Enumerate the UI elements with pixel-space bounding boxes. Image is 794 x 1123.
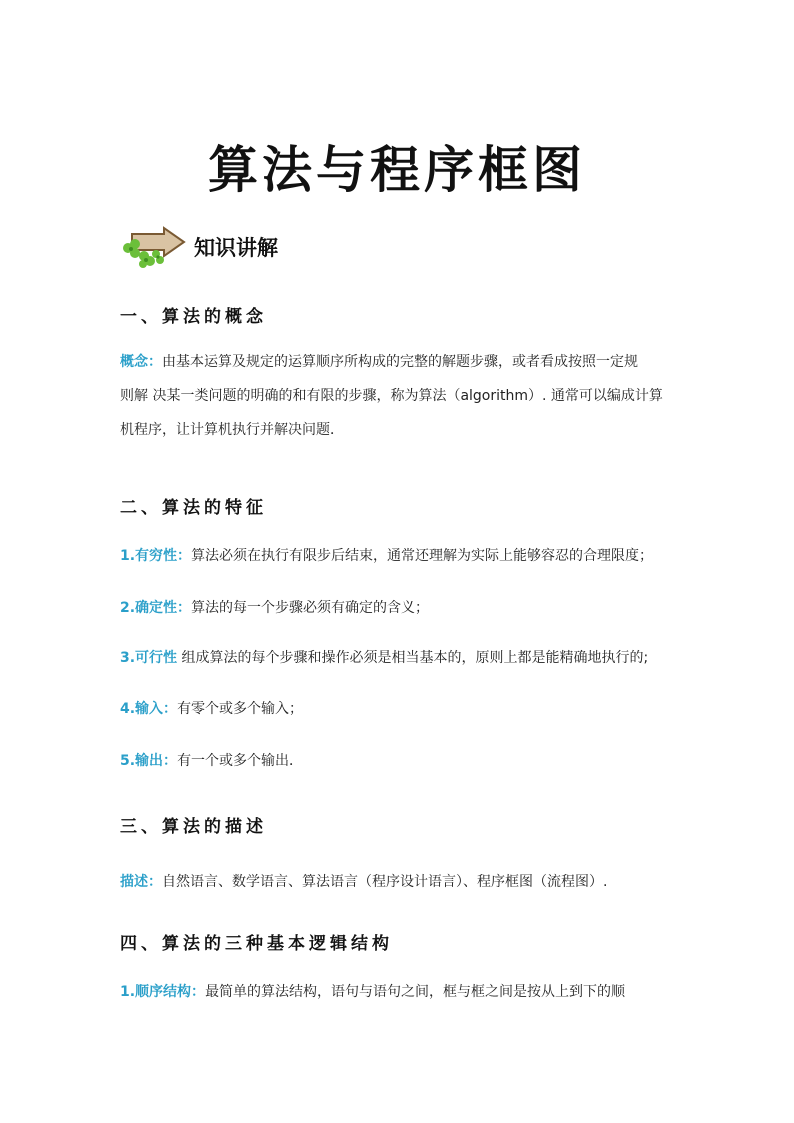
concept-line: 机程序，让计算机执行并解决问题． (120, 422, 344, 438)
section-heading-features: 二、算法的特征 (120, 498, 267, 518)
concept-paragraph (120, 349, 680, 443)
feature-text: 算法的每一个步骤必须有确定的含义； (191, 600, 430, 616)
feature-item (120, 698, 303, 718)
feature-label: 5.输出： (120, 753, 178, 769)
feature-item (120, 545, 653, 565)
concept-line (120, 349, 680, 375)
description-text: 自然语言、数学语言、算法语言（程序设计语言）、程序框图（流程图）. (162, 874, 608, 890)
feature-text: 算法必须在执行有限步后结束，通常还理解为实际上能够容忍的合理限度； (191, 548, 654, 564)
arrow-clover-icon (118, 222, 190, 272)
description-line (120, 871, 607, 891)
concept-line: 则解 决某一类问题的明确的和有限的步骤，称为算法（algorithm）. 通常可以编成计算 (120, 388, 663, 404)
feature-label: 4.输入： (120, 701, 178, 717)
feature-label: 3.可行性 (120, 650, 178, 666)
page-title: 算法与程序框图 (208, 140, 586, 199)
section-heading-concept: 一、算法的概念 (120, 307, 267, 327)
section-heading-description: 三、算法的描述 (120, 817, 267, 837)
structure-label: 1.顺序结构： (120, 984, 206, 1000)
feature-label: 1.有穷性： (120, 548, 192, 564)
banner-label: 知识讲解 (194, 235, 278, 260)
feature-text: 有零个或多个输入； (177, 701, 304, 717)
concept-text: 由基本运算及规定的运算顺序所构成的完整的解题步骤，或者看成按照一定规 (162, 354, 638, 370)
feature-label: 2.确定性： (120, 600, 192, 616)
structure-line (120, 981, 625, 1001)
description-label: 描述： (120, 874, 162, 890)
concept-label: 概念： (120, 354, 162, 370)
feature-text: 组成算法的每个步骤和操作必须是相当基本的，原则上都是能精确地执行的; (177, 650, 649, 666)
structure-text: 最简单的算法结构，语句与语句之间，框与框之间是按从上到下的顺 (205, 984, 626, 1000)
feature-text: 有一个或多个输出． (177, 753, 304, 769)
feature-item (120, 750, 303, 770)
feature-item (120, 597, 429, 617)
section-heading-structures: 四、算法的三种基本逻辑结构 (120, 934, 393, 954)
feature-item (120, 647, 648, 667)
